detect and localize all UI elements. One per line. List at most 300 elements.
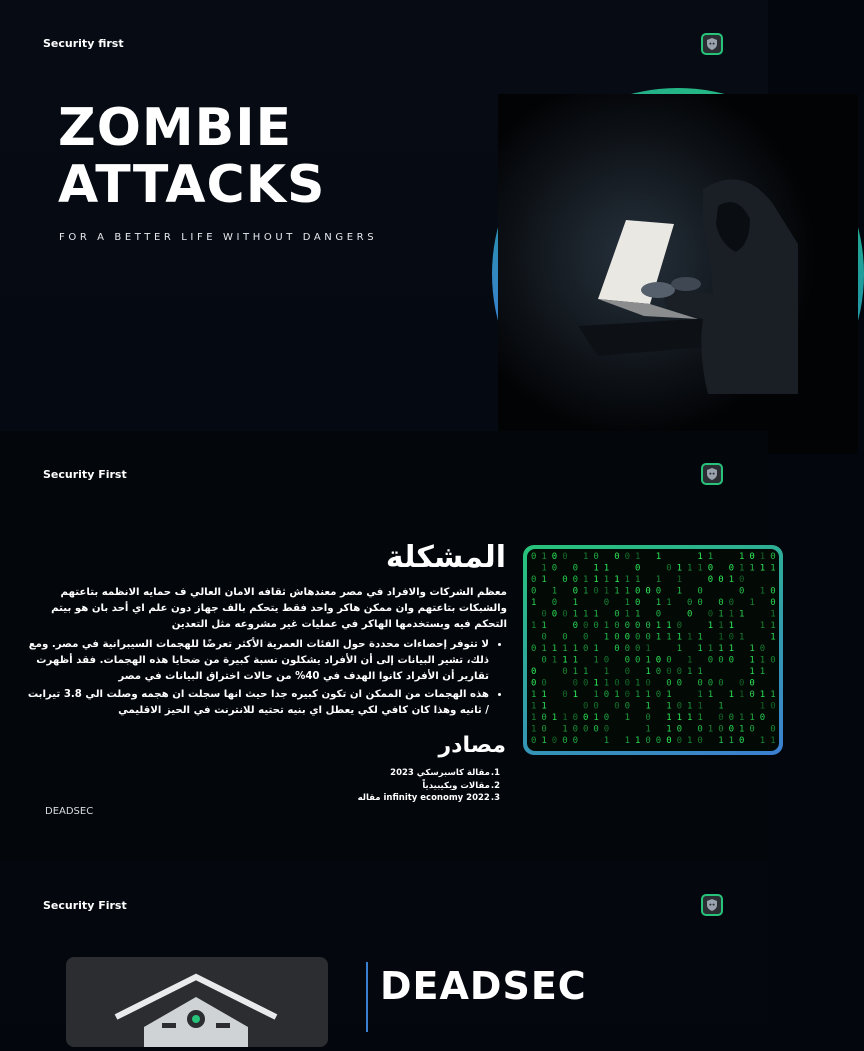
- binary-digit: 0: [624, 678, 631, 689]
- binary-digit: 0: [728, 632, 735, 643]
- binary-digit: 0: [707, 563, 714, 574]
- shield-skull-icon: [705, 37, 719, 51]
- binary-digit: 1: [697, 667, 703, 677]
- binary-digit: 1: [593, 713, 599, 723]
- binary-digit: 1: [770, 690, 776, 700]
- binary-digit: 1: [676, 586, 683, 597]
- logo-badge: [701, 33, 723, 55]
- binary-digit: 0: [541, 632, 547, 643]
- binary-digit: 0: [531, 736, 537, 746]
- binary-digit: 0: [697, 598, 703, 608]
- binary-digit: 1: [551, 713, 558, 723]
- binary-digit: 0: [759, 713, 766, 723]
- binary-digit: 0: [541, 713, 547, 723]
- binary-digit: 1: [759, 563, 766, 574]
- binary-digit: 1: [697, 563, 703, 574]
- binary-digit: 0: [583, 713, 589, 723]
- binary-digit: 1: [572, 598, 579, 608]
- binary-digit: 0: [718, 678, 724, 689]
- binary-digit: 0: [655, 609, 662, 620]
- binary-digit: 1: [666, 701, 672, 712]
- binary-digit: 1: [645, 701, 651, 712]
- title-divider: [366, 962, 368, 1032]
- binary-digit: 1: [624, 575, 631, 585]
- binary-digit: 1: [707, 724, 714, 735]
- problem-body: [24, 585, 507, 721]
- binary-digit: 0: [707, 609, 714, 620]
- binary-digit: 1: [697, 713, 703, 723]
- binary-digit: 0: [759, 644, 766, 654]
- binary-digit: 0: [531, 644, 537, 654]
- binary-digit: 1: [739, 563, 745, 574]
- binary-digit: 1: [655, 575, 662, 585]
- binary-digit: 1: [687, 701, 693, 712]
- binary-digit: 0: [770, 701, 776, 712]
- binary-digit: 1: [541, 563, 547, 574]
- binary-digit: 1: [749, 655, 755, 666]
- binary-digit: 0: [645, 621, 651, 631]
- brand-label: Security first: [43, 37, 124, 50]
- binary-digit: 0: [583, 621, 589, 631]
- binary-digit: 0: [603, 655, 610, 666]
- logo-badge: [701, 894, 723, 916]
- binary-digit: 1: [593, 575, 599, 585]
- binary-digit: 1: [635, 678, 641, 689]
- hacker-laptop-icon: [498, 94, 858, 454]
- binary-digit: 0: [614, 678, 620, 689]
- binary-digit: 0: [718, 713, 724, 723]
- binary-digit: 1: [666, 724, 672, 735]
- binary-digit: 1: [551, 586, 558, 597]
- shield-skull-icon: [705, 467, 719, 481]
- binary-digit: 1: [770, 609, 776, 620]
- binary-digit: 1: [635, 609, 641, 620]
- binary-digit: 1: [687, 655, 693, 666]
- binary-digit: 0: [624, 667, 631, 677]
- binary-digit: 0: [728, 655, 735, 666]
- binary-digit: 0: [739, 575, 745, 585]
- binary-digit: 0: [635, 563, 641, 574]
- binary-digit: 1: [697, 552, 703, 562]
- binary-digit: 0: [624, 552, 631, 562]
- binary-digit: 0: [541, 678, 547, 689]
- binary-digit: 1: [531, 690, 537, 700]
- binary-digit: 1: [603, 586, 610, 597]
- binary-digit: 0: [697, 678, 703, 689]
- binary-digit: 0: [707, 655, 714, 666]
- source-number: 2.: [490, 780, 500, 791]
- binary-digit: 1: [707, 621, 714, 631]
- binary-digit: 0: [728, 724, 735, 735]
- binary-digit: 1: [624, 609, 631, 620]
- binary-digit: 1: [666, 621, 672, 631]
- binary-digit: 1: [770, 563, 776, 574]
- binary-digit: 1: [655, 621, 662, 631]
- binary-digit: 1: [687, 736, 693, 746]
- binary-digit: 1: [614, 586, 620, 597]
- binary-digit: 0: [676, 667, 683, 677]
- binary-digit: 1: [551, 655, 558, 666]
- binary-digit: 0: [562, 609, 568, 620]
- binary-digit: 1: [739, 552, 745, 562]
- binary-digit: 0: [739, 678, 745, 689]
- binary-digit: 1: [551, 644, 558, 654]
- binary-digit: 0: [562, 690, 568, 700]
- binary-digit: 0: [551, 609, 558, 620]
- binary-digit: 1: [697, 690, 703, 700]
- binary-digit: 1: [728, 690, 735, 700]
- binary-digit: 0: [583, 632, 589, 643]
- binary-digit: 0: [666, 563, 672, 574]
- binary-digit: 1: [770, 632, 776, 643]
- binary-digit: 0: [728, 563, 735, 574]
- binary-digit: 0: [676, 736, 683, 746]
- binary-digit: 1: [728, 621, 735, 631]
- binary-digit: 0: [562, 552, 568, 562]
- binary-digit: 1: [655, 632, 662, 643]
- binary-digit: 0: [624, 621, 631, 631]
- binary-digit: 1: [531, 724, 537, 735]
- binary-digit: 0: [551, 598, 558, 608]
- binary-digit: 0: [645, 736, 651, 746]
- deadsec-logo-card: [66, 957, 328, 1047]
- binary-digit: 1: [603, 736, 610, 746]
- binary-digit: 0: [624, 690, 631, 700]
- binary-digit: 0: [697, 586, 703, 597]
- list-item: • لا تتوفر إحصاءات محددة حول الفئات العمرية الأكثر تعرضًا للهجمات السيبرانية في مصر. ومع ذلك، تشير البيانات إلى أن الأفراد يشكلون نسبة كبيرة من ضحايا هذه الهجمات. فقد أظهرت تقارير أن الأفراد كانوا الهدف في 40% من حالات اختراق البيانات في مصر: [24, 637, 489, 685]
- binary-digit: 1: [645, 690, 651, 700]
- binary-digit: 0: [718, 598, 724, 608]
- binary-digit: 1: [531, 713, 537, 723]
- binary-digit: 1: [759, 701, 766, 712]
- binary-digit: 1: [541, 621, 547, 631]
- problem-bullets: [24, 637, 507, 719]
- binary-digit: 0: [655, 655, 662, 666]
- binary-digit: 0: [676, 724, 683, 735]
- binary-digit: 0: [531, 552, 537, 562]
- binary-digit: 0: [562, 575, 568, 585]
- binary-digit: 0: [687, 598, 693, 608]
- binary-digit: 0: [583, 724, 589, 735]
- binary-digit: 0: [728, 713, 735, 723]
- binary-digit: 1: [676, 713, 683, 723]
- hero-subtitle: FOR A BETTER LIFE WITHOUT DANGERS: [59, 232, 378, 243]
- binary-digit: 0: [614, 644, 620, 654]
- binary-digit: 1: [728, 644, 735, 654]
- binary-digit: 1: [603, 575, 610, 585]
- binary-digit: 1: [541, 701, 547, 712]
- binary-digit: 0: [531, 586, 537, 597]
- binary-digit: 0: [666, 736, 672, 746]
- binary-code-icon: [527, 549, 779, 751]
- binary-digit: 1: [572, 609, 579, 620]
- binary-digit: 0: [562, 736, 568, 746]
- binary-digit: 1: [531, 701, 537, 712]
- binary-digit: 0: [572, 736, 579, 746]
- binary-digit: 1: [572, 667, 579, 677]
- binary-digit: 1: [614, 690, 620, 700]
- binary-digit: 1: [728, 575, 735, 585]
- binary-digit: 1: [562, 644, 568, 654]
- binary-digit: 0: [770, 724, 776, 735]
- binary-digit: 0: [551, 563, 558, 574]
- binary-digit: 1: [759, 621, 766, 631]
- binary-digit: 0: [687, 609, 693, 620]
- binary-digit: 0: [541, 655, 547, 666]
- binary-digit: 1: [541, 552, 547, 562]
- binary-digit: 0: [645, 586, 651, 597]
- binary-digit: 0: [572, 575, 579, 585]
- binary-digit: 0: [603, 598, 610, 608]
- binary-digit: 1: [739, 724, 745, 735]
- binary-digit: 0: [583, 678, 589, 689]
- binary-digit: 0: [645, 678, 651, 689]
- problem-title: المشكلة: [385, 540, 506, 575]
- source-text: مقالة كاسبرسكي 2023: [390, 768, 490, 778]
- binary-digit: 0: [707, 678, 714, 689]
- binary-digit: 1: [645, 724, 651, 735]
- matrix-image-frame: [523, 545, 783, 755]
- binary-digit: 1: [531, 598, 537, 608]
- binary-digit: 1: [697, 632, 703, 643]
- binary-digit: 1: [603, 678, 610, 689]
- deadsec-title: DEADSEC: [380, 964, 587, 1008]
- binary-digit: 1: [583, 552, 589, 562]
- hero-title: [58, 100, 325, 214]
- binary-digit: 1: [676, 644, 683, 654]
- source-text: مقالات ويكيبيدياً: [422, 780, 490, 791]
- binary-digit: 1: [562, 724, 568, 735]
- binary-digit: 0: [593, 552, 599, 562]
- binary-digit: 0: [676, 678, 683, 689]
- shield-skull-icon: [705, 898, 719, 912]
- binary-digit: 0: [770, 598, 776, 608]
- binary-digit: 1: [749, 644, 755, 654]
- binary-digit: 1: [603, 667, 610, 677]
- binary-digit: 1: [759, 667, 766, 677]
- binary-digit: 1: [749, 598, 755, 608]
- binary-digit: 1: [739, 690, 745, 700]
- binary-digit: 1: [718, 736, 724, 746]
- binary-digit: 0: [624, 632, 631, 643]
- binary-digit: 1: [603, 632, 610, 643]
- binary-digit: 1: [624, 598, 631, 608]
- binary-digit: 0: [614, 621, 620, 631]
- source-number: 1.: [490, 768, 500, 778]
- binary-digit: 0: [676, 701, 683, 712]
- binary-digit: 0: [739, 736, 745, 746]
- binary-digit: 1: [593, 690, 599, 700]
- binary-digit: 1: [749, 563, 755, 574]
- binary-digit: 1: [655, 598, 662, 608]
- binary-digit: 1: [687, 563, 693, 574]
- binary-digit: 0: [749, 552, 755, 562]
- binary-digit: 0: [645, 713, 651, 723]
- binary-digit: 1: [687, 667, 693, 677]
- binary-digit: 1: [572, 644, 579, 654]
- binary-digit: 0: [614, 609, 620, 620]
- binary-digit: 0: [770, 586, 776, 597]
- binary-digit: 1: [676, 632, 683, 643]
- binary-digit: 0: [666, 667, 672, 677]
- deadsec-shield-icon: [66, 957, 328, 1047]
- binary-digit: 1: [603, 621, 610, 631]
- binary-digit: 0: [749, 690, 755, 700]
- binary-digit: 0: [624, 655, 631, 666]
- binary-digit: 0: [739, 586, 745, 597]
- hero-image-frame: [492, 88, 864, 460]
- list-item: • هذه الهجمات من الممكن ان تكون كبيره جدا حيث انها سجلت ان هجمه وصلت الي 3.8 تيرابت / ثانيه وهذا كان كافي لكي يعطل اي بنيه تحتيه للانترنت في الحيز الاقليمي: [24, 687, 489, 719]
- slide-title: [0, 0, 768, 431]
- binary-digit: 1: [583, 667, 589, 677]
- binary-digit: 1: [697, 644, 703, 654]
- binary-digit: 1: [541, 736, 547, 746]
- binary-digit: 0: [593, 621, 599, 631]
- binary-digit: 0: [572, 724, 579, 735]
- binary-digit: 0: [707, 575, 714, 585]
- binary-digit: 0: [635, 632, 641, 643]
- binary-digit: 1: [739, 713, 745, 723]
- binary-digit: 0: [635, 586, 641, 597]
- hero-title-line2: ATTACKS: [58, 155, 326, 215]
- binary-digit: 0: [666, 655, 672, 666]
- binary-digit: 1: [707, 552, 714, 562]
- binary-digit: 1: [728, 609, 735, 620]
- binary-digit: 1: [541, 644, 547, 654]
- sources-list: [358, 767, 500, 805]
- binary-digit: 0: [551, 736, 558, 746]
- binary-digit: 1: [718, 644, 724, 654]
- binary-digit: 0: [572, 586, 579, 597]
- binary-digit: 0: [562, 667, 568, 677]
- binary-digit: 1: [687, 632, 693, 643]
- binary-digit: 0: [635, 655, 641, 666]
- binary-digit: 1: [583, 586, 589, 597]
- binary-digit: 1: [541, 575, 547, 585]
- binary-digit: 1: [541, 690, 547, 700]
- binary-digit: 0: [531, 667, 537, 677]
- binary-digit: 1: [759, 690, 766, 700]
- binary-digit: 0: [655, 736, 662, 746]
- binary-digit: 0: [614, 552, 620, 562]
- brand-label: Security First: [43, 899, 127, 912]
- binary-digit: 1: [697, 701, 703, 712]
- binary-digit: 1: [770, 621, 776, 631]
- binary-digit: 0: [749, 678, 755, 689]
- list-item: [358, 767, 500, 780]
- binary-digit: 0: [749, 724, 755, 735]
- binary-digit: 0: [635, 644, 641, 654]
- binary-digit: 0: [603, 713, 610, 723]
- binary-digit: 0: [718, 575, 724, 585]
- binary-digit: 1: [603, 563, 610, 574]
- binary-digit: 1: [739, 632, 745, 643]
- binary-digit: 1: [635, 552, 641, 562]
- binary-digit: 1: [739, 609, 745, 620]
- binary-digit: 1: [562, 655, 568, 666]
- binary-digit: 0: [770, 552, 776, 562]
- binary-digit: 1: [759, 736, 766, 746]
- binary-digit: 1: [770, 736, 776, 746]
- binary-digit: 0: [655, 667, 662, 677]
- binary-digit: 1: [676, 575, 683, 585]
- binary-digit: 1: [583, 575, 589, 585]
- binary-digit: 0: [551, 552, 558, 562]
- binary-digit: 0: [572, 713, 579, 723]
- binary-digit: 1: [666, 713, 672, 723]
- binary-digit: 0: [603, 724, 610, 735]
- binary-digit: 0: [624, 701, 631, 712]
- binary-digit: 0: [562, 632, 568, 643]
- binary-digit: 0: [676, 621, 683, 631]
- binary-digit: 1: [572, 690, 579, 700]
- binary-digit: 1: [593, 563, 599, 574]
- binary-digit: 1: [759, 586, 766, 597]
- problem-intro: معظم الشركات والافراد في مصر معندهاش ثقافه الامان العالي ف حمايه الانظمه بتاعتهم والشبكات بتاعتهم وان ممكن هاكر واحد فقط يتحكم بالف جهاز دون علم اي أحد بان هو بيتم التحكم فيه وبستخدمها الهاكر في عمليات غير مشروعه مثل التعدين: [51, 587, 507, 630]
- binary-digit: 1: [531, 621, 537, 631]
- binary-digit: 1: [718, 701, 724, 712]
- binary-digit: 1: [593, 678, 599, 689]
- binary-digit: 1: [666, 598, 672, 608]
- binary-digit: 0: [593, 586, 599, 597]
- hero-title-line1: ZOMBIE: [58, 98, 293, 158]
- binary-digit: 0: [728, 598, 735, 608]
- binary-digit: 1: [624, 713, 631, 723]
- binary-digit: 0: [624, 644, 631, 654]
- binary-digit: 1: [635, 690, 641, 700]
- binary-digit: 0: [572, 621, 579, 631]
- binary-digit: 0: [655, 586, 662, 597]
- binary-digit: 0: [718, 655, 724, 666]
- binary-digit: 1: [645, 667, 651, 677]
- footer-brand: DEADSEC: [45, 806, 94, 817]
- binary-digit: 1: [624, 586, 631, 597]
- binary-digit: 1: [718, 621, 724, 631]
- binary-digit: 1: [749, 667, 755, 677]
- binary-digit: 0: [531, 678, 537, 689]
- binary-digit: 1: [624, 736, 631, 746]
- binary-digit: 1: [645, 655, 651, 666]
- binary-digit: 1: [759, 552, 766, 562]
- binary-digit: 0: [635, 621, 641, 631]
- binary-digit: 1: [583, 609, 589, 620]
- binary-digit: 1: [645, 644, 651, 654]
- binary-digit: 1: [593, 644, 599, 654]
- binary-digit: 0: [697, 724, 703, 735]
- binary-digit: 1: [614, 575, 620, 585]
- source-number: 3.: [490, 793, 500, 803]
- binary-digit: 1: [666, 690, 672, 700]
- binary-digit: 0: [531, 575, 537, 585]
- binary-digit: 0: [541, 609, 547, 620]
- binary-digit: 0: [572, 563, 579, 574]
- binary-digit: 1: [749, 713, 755, 723]
- binary-digit: 1: [572, 655, 579, 666]
- binary-digit: 1: [635, 736, 641, 746]
- binary-digit: 0: [593, 701, 599, 712]
- binary-digit: 0: [593, 724, 599, 735]
- binary-digit: 0: [697, 736, 703, 746]
- sources-title: مصادر: [438, 733, 506, 758]
- binary-digit: 0: [614, 701, 620, 712]
- binary-digit: 0: [614, 632, 620, 643]
- list-item: [358, 780, 500, 793]
- source-text: infinity economy 2022 مقاله: [357, 793, 490, 803]
- binary-digit: 1: [687, 713, 693, 723]
- list-item: [358, 792, 500, 805]
- binary-digit: 0: [635, 598, 641, 608]
- binary-digit: 0: [718, 724, 724, 735]
